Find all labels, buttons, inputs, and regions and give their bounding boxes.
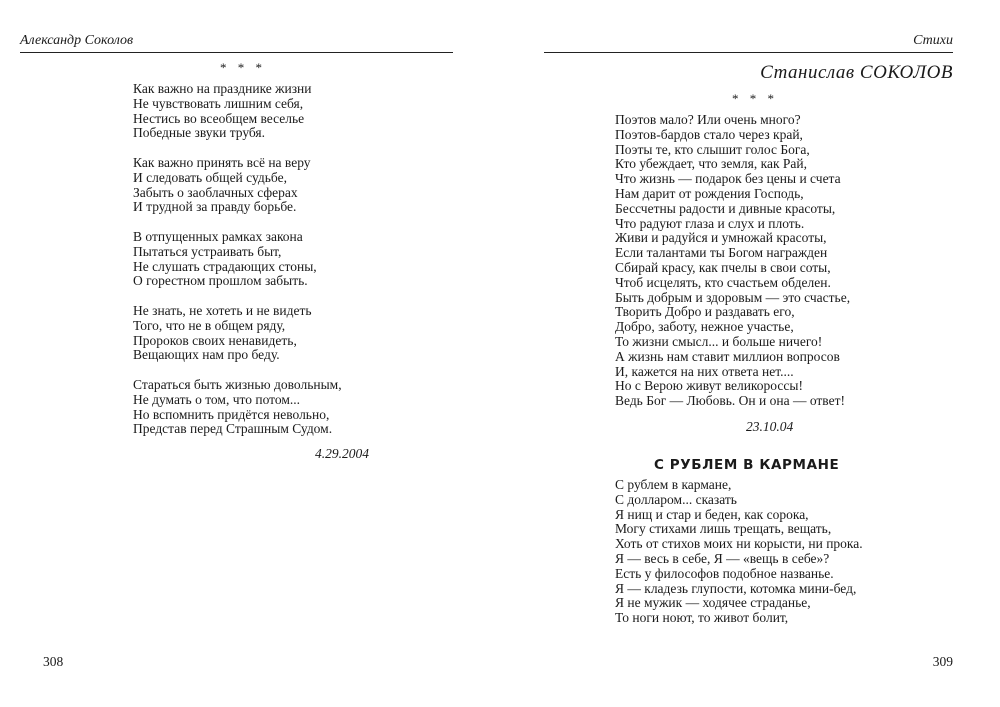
poem-body xyxy=(133,82,342,437)
poem-line: Поэты те, кто слышит голос Бога, xyxy=(615,141,810,157)
poem-line: Не чувствовать лишним себя, xyxy=(133,95,304,111)
stanza-break xyxy=(133,289,342,304)
poem-line: Быть добрым и здоровым — это счастье, xyxy=(615,289,851,305)
poem-line: Кто убеждает, что земля, как Рай, xyxy=(615,156,807,172)
poem-line: Что радуют глаза и слух и плоть. xyxy=(615,215,805,231)
running-head-author: Александр Соколов xyxy=(20,33,134,48)
running-head-section: Стихи xyxy=(913,33,953,48)
poem-line: Но вспомнить придётся невольно, xyxy=(133,406,330,422)
poem-line: И, кажется на них ответа нет.... xyxy=(615,363,794,379)
header-rule xyxy=(20,52,453,53)
right-page xyxy=(500,0,1000,707)
poem-date: 23.10.04 xyxy=(746,419,794,434)
poem-line: Творить Добро и раздавать его, xyxy=(615,304,795,320)
poem-line: Нам дарит от рождения Господь, xyxy=(615,185,804,201)
poem-line: Нестись во всеобщем веселье xyxy=(133,110,305,126)
poem-line: И трудной за правду борьбе. xyxy=(133,199,297,215)
poem-line: Я нищ и стар и беден, как сорока, xyxy=(615,506,809,522)
poem-line: Не слушать страдающих стоны, xyxy=(133,258,317,274)
poem-line: И следовать общей судьбе, xyxy=(133,169,287,185)
poem-line: Ведь Бог — Любовь. Он и она — ответ! xyxy=(615,393,845,409)
poem-line: Поэтов-бардов стало через край, xyxy=(615,126,803,142)
poem-line: Как важно на празднике жизни xyxy=(133,81,312,96)
poem-line: Если талантами ты Богом награжден xyxy=(615,245,828,261)
poem-body xyxy=(615,113,850,409)
poem-line: Я — кладезь глупости, котомка мини-бед, xyxy=(615,580,857,596)
poem-line: Могу стихами лишь трещать, вещать, xyxy=(615,521,832,537)
poem-line: С долларом... сказать xyxy=(615,491,737,507)
poem-line: То ноги ноют, то живот болит, xyxy=(615,610,789,626)
poem-body xyxy=(615,478,863,626)
poem-line: А жизнь нам ставит миллион вопросов xyxy=(615,348,840,364)
stanza-break xyxy=(133,215,342,230)
poem-line: Бессчетны радости и дивные красоты, xyxy=(615,200,836,216)
poem-line: Стараться быть жизнью довольным, xyxy=(133,376,342,392)
poem-line: Победные звуки трубя. xyxy=(133,125,266,141)
page-number: 308 xyxy=(43,654,64,669)
poem-line: Забыть о заоблачных сферах xyxy=(133,184,298,200)
poem-line: Но с Верою живут великороссы! xyxy=(615,378,803,394)
poem-line: Поэтов мало? Или очень много? xyxy=(615,112,801,127)
poem-line: Не думать о том, что потом... xyxy=(133,391,301,407)
poem-date: 4.29.2004 xyxy=(315,446,369,461)
poem-line: Как важно принять всё на веру xyxy=(133,154,311,170)
poem-title: С РУБЛЕМ В КАРМАНЕ xyxy=(654,457,840,473)
section-stars: * * * xyxy=(732,91,778,106)
poem-line: Того, что не в общем ряду, xyxy=(133,317,286,333)
poem-line: Сбирай красу, как пчелы в свои соты, xyxy=(615,259,831,275)
page-number: 309 xyxy=(932,654,953,669)
stanza-break xyxy=(133,363,342,378)
poem-line: Я — весь в себе, Я — «вещь в себе»? xyxy=(615,550,830,566)
author-name: Станислав СОКОЛОВ xyxy=(760,62,953,83)
poem-line: Добро, заботу, нежное участье, xyxy=(615,319,794,335)
poem-line: Я не мужик — ходячее страданье, xyxy=(615,595,811,611)
section-stars: * * * xyxy=(220,60,266,75)
poem-line: Живи и радуйся и умножай красоты, xyxy=(615,230,827,246)
poem-line: С рублем в кармане, xyxy=(615,477,732,492)
poem-line: Пытаться устраивать быт, xyxy=(133,243,282,259)
poem-line: Не знать, не хотеть и не видеть xyxy=(133,302,312,318)
poem-line: О горестном прошлом забыть. xyxy=(133,273,308,289)
poem-line: Чтоб исцелять, кто счастьем обделен. xyxy=(615,274,831,290)
poem-line: То жизни смысл... и больше ничего! xyxy=(615,333,823,349)
poem-line: Вещающих нам про беду. xyxy=(133,347,280,363)
stanza-break xyxy=(133,141,342,156)
poem-line: Что жизнь — подарок без цены и счета xyxy=(615,171,841,187)
header-rule xyxy=(544,52,953,53)
poem-line: Пророков своих ненавидеть, xyxy=(133,332,297,348)
poem-line: Хоть от стихов моих ни корысти, ни прока. xyxy=(615,536,863,552)
poem-line: В отпущенных рамках закона xyxy=(133,228,303,244)
poem-line: Представ перед Страшным Судом. xyxy=(133,421,333,437)
poem-line: Есть у философов подобное названье. xyxy=(615,565,834,581)
